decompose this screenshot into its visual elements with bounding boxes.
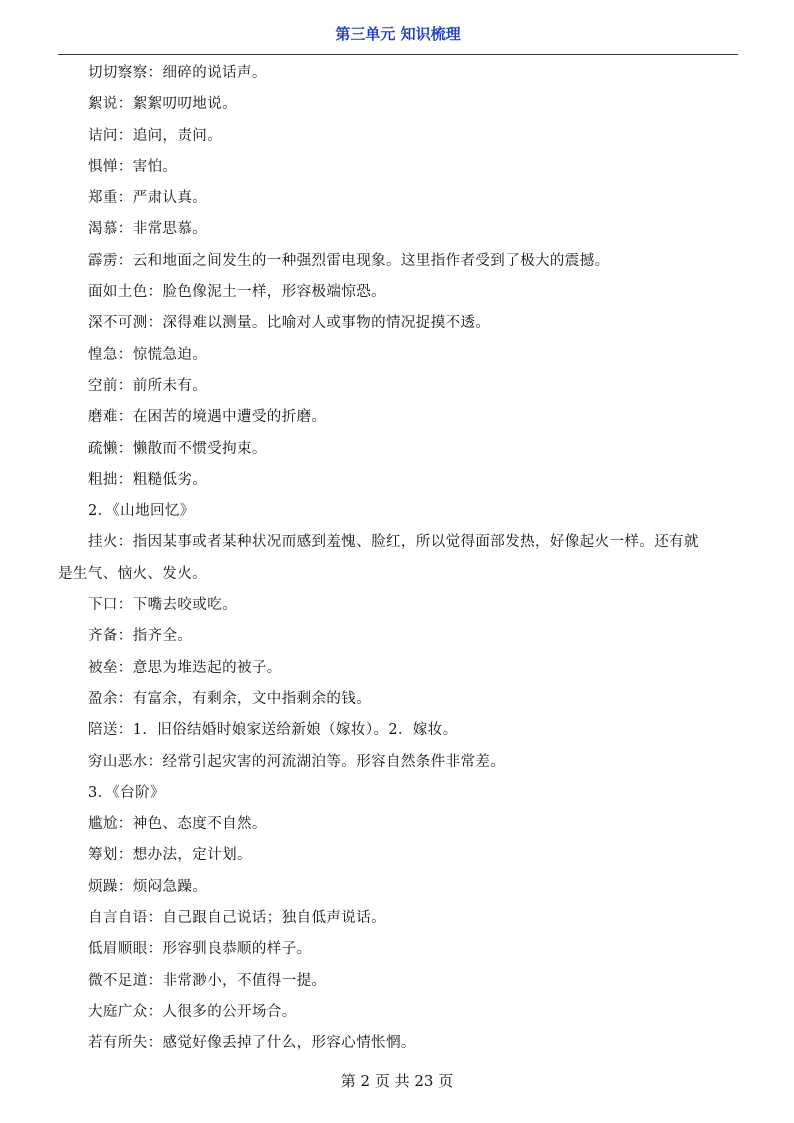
document-body [58,58,740,1060]
vocab-entry: 惶急：惊慌急迫。 [88,346,208,363]
vocab-entry: 陪送：1．旧俗结婚时娘家送给新娘（嫁妆）。2．嫁妆。 [88,722,458,739]
vocab-entry: 穷山恶水：经常引起灾害的河流湖泊等。形容自然条件非常差。 [88,753,506,770]
vocab-entry: 齐备：指齐全。 [88,628,193,645]
vocab-entry: 疏懒：懒散而不惯受拘束。 [88,440,267,457]
vocab-entry: 若有所失：感觉好像丢掉了什么，形容心情怅惘。 [88,1035,416,1052]
vocab-entry: 切切察察：细碎的说话声。 [88,65,267,81]
vocab-entry: 面如土色：脸色像泥土一样，形容极端惊恐。 [88,284,386,301]
vocab-entry-continuation: 是生气、恼火、发火。 [58,565,207,582]
vocab-entry: 絮说：絮絮叨叨地说。 [88,96,237,113]
vocab-entry: 惧惮：害怕。 [88,158,178,175]
vocab-entry: 下口：下嘴去咬或吃。 [88,597,237,614]
page-title: 第三单元 知识梳理 [335,25,461,43]
page-number: 第 2 页 共 23 页 [340,1072,454,1090]
vocab-entry: 挂火：指因某事或者某种状况而感到羞愧、脸红，所以觉得面部发热，好像起火一样。还有就 [88,534,699,551]
vocab-entry: 微不足道：非常渺小，不值得一提。 [88,972,327,989]
vocab-entry: 烦躁：烦闷急躁。 [88,878,208,895]
vocab-entry: 霹雳：云和地面之间发生的一种强烈雷电现象。这里指作者受到了极大的震撼。 [88,252,610,269]
vocab-entry: 粗拙：粗糙低劣。 [88,471,208,488]
vocab-entry: 筹划：想办法，定计划。 [88,847,252,864]
section-heading-taijie: 3．《台阶》 [88,784,165,801]
vocab-entry: 诘问：追问，责问。 [88,127,223,144]
vocab-entry: 被垒：意思为堆迭起的被子。 [88,659,282,676]
page-header [58,20,738,55]
vocab-entry: 盈余：有富余，有剩余，文中指剩余的钱。 [88,690,372,707]
vocab-entry: 尴尬：神色、态度不自然。 [88,816,267,833]
vocab-entry: 大庭广众：人很多的公开场合。 [88,1003,297,1020]
vocab-entry: 深不可测：深得难以测量。比喻对人或事物的情况捉摸不透。 [88,315,491,332]
vocab-entry: 渴慕：非常思慕。 [88,221,208,238]
section-heading-shandi-huiyi: 2．《山地回忆》 [88,503,195,520]
vocab-entry: 自言自语：自己跟自己说话；独自低声说话。 [88,910,386,927]
vocab-entry: 磨难：在困苦的境遇中遭受的折磨。 [88,409,327,426]
vocab-entry: 低眉顺眼：形容驯良恭顺的样子。 [88,941,312,958]
page-footer [0,1070,794,1091]
vocab-entry: 空前：前所未有。 [88,377,208,394]
vocab-entry: 郑重：严肃认真。 [88,190,208,207]
